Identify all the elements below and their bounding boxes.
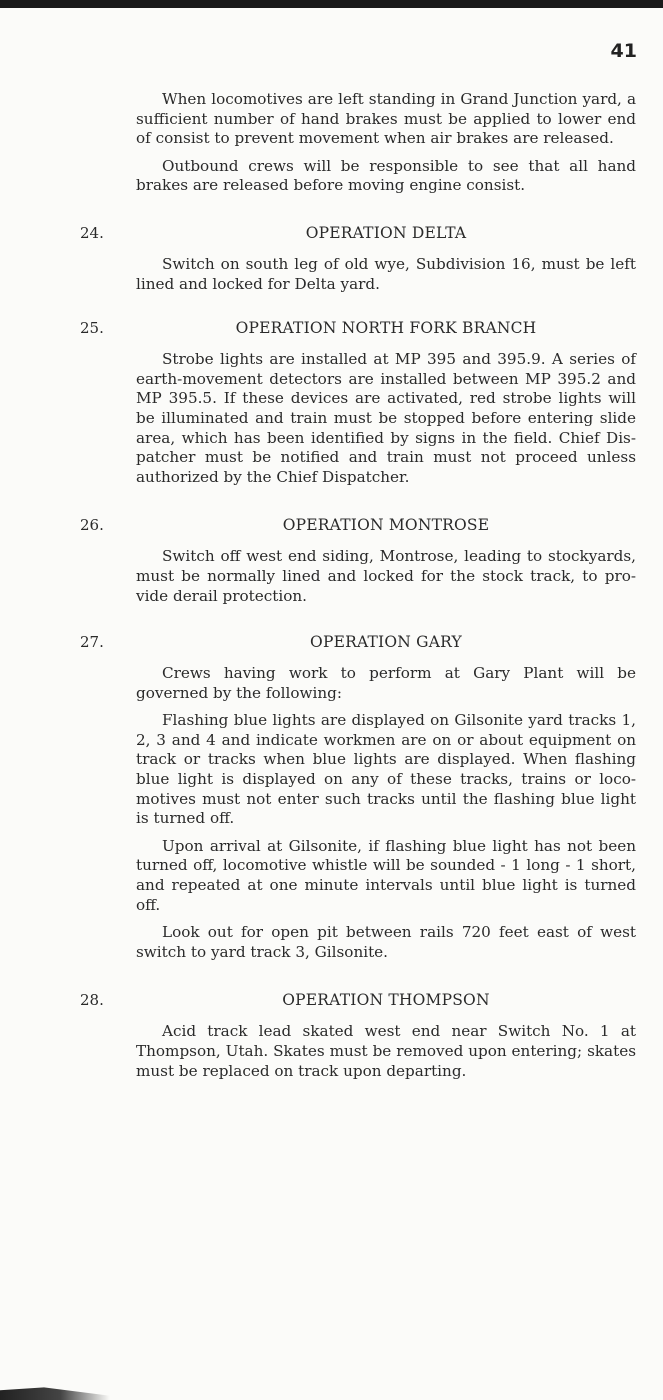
section-heading: OPERATION MONTROSE (282, 516, 490, 535)
section-number: 27. (80, 633, 104, 652)
page-number: 41 (610, 40, 637, 62)
section-paragraph: Switch off west end siding, Montrose, leading to stockyards, must be normally lined and locked for the stock track, to provide derail protection. (136, 547, 636, 605)
section-number: 28. (80, 991, 104, 1010)
section-27 (80, 632, 636, 962)
section-paragraph: Upon arrival at Gilsonite, if flashing blue light has not been turned off, locomotive whistle will be sounded - 1 long - 1 short, and repeated at one minute intervals until blue light is turned off. (136, 836, 636, 914)
page-top-edge (0, 0, 663, 8)
section-24 (80, 223, 636, 294)
section-number: 26. (80, 516, 104, 535)
section-heading: OPERATION DELTA (305, 223, 467, 242)
section-26 (80, 515, 636, 606)
section-28 (80, 990, 636, 1081)
section-paragraph: Switch on south leg of old wye, Subdivision 16, must be left lined and locked for Delta yard. (136, 254, 636, 293)
section-heading: OPERATION NORTH FORK BRANCH (235, 319, 537, 338)
intro-block (136, 90, 636, 196)
scan-smudge (0, 1386, 110, 1400)
section-paragraph: Acid track lead skated west end near Switch No. 1 at Thompson, Utah. Skates must be removed upon entering; skates must be replaced on track upon departing. (136, 1022, 636, 1080)
intro-paragraph: When locomotives are left standing in Grand Junction yard, a sufficient number of hand brakes must be applied to lower end of consist to prevent movement when air brakes are released. (136, 90, 636, 148)
section-heading: OPERATION THOMPSON (282, 991, 490, 1010)
document-body (80, 90, 636, 1089)
section-paragraph: Flashing blue lights are displayed on Gilsonite yard tracks 1, 2, 3 and 4 and indicate workmen are on or about equipment on track or tracks when blue lights are displayed. When flashing blue light is displayed on any of these tracks, trains or locomotives must not enter such tracks until the flashing blue light is turned off. (136, 711, 636, 828)
section-number: 24. (80, 223, 104, 242)
section-number: 25. (80, 319, 104, 338)
section-paragraph: Strobe lights are installed at MP 395 and 395.9. A series of earth-movement detectors are installed between MP 395.2 and MP 395.5. If these devices are activated, red strobe lights will be illuminated and train must be stopped before entering slide area, which has been identified by signs in the field. Chief Dispatcher must be notified and train must not proceed unless authorized by the Chief Dispatcher. (136, 350, 636, 486)
section-heading: OPERATION GARY (310, 633, 462, 652)
section-25 (80, 318, 636, 487)
section-paragraph: Look out for open pit between rails 720 feet east of west switch to yard track 3, Gilsonite. (136, 923, 636, 961)
intro-paragraph: Outbound crews will be responsible to see that all hand brakes are released before moving engine consist. (136, 156, 636, 195)
section-paragraph: Crews having work to perform at Gary Plant will be governed by the following: (136, 664, 636, 702)
